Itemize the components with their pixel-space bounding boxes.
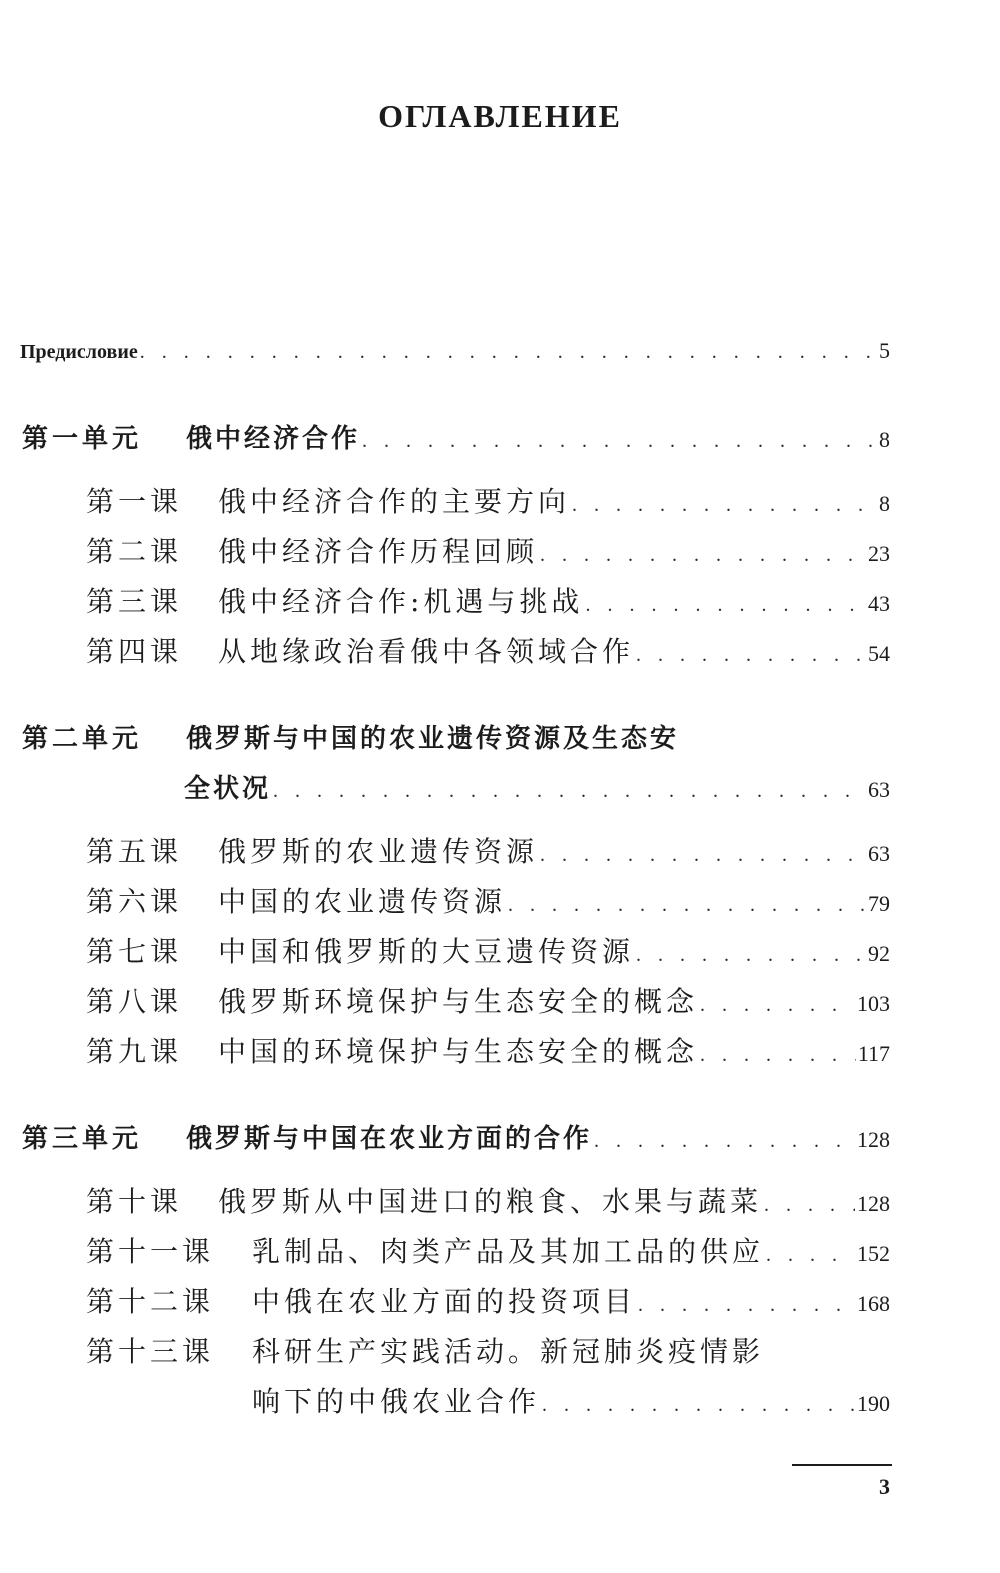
lesson-label: 第十课 xyxy=(86,1185,183,1218)
lesson-title: 俄中经济合作的主要方向 xyxy=(218,485,571,518)
leader-dots xyxy=(540,844,866,867)
toc-unit-2[interactable] xyxy=(22,718,890,755)
lesson-label: 第十二课 xyxy=(86,1285,215,1318)
lesson-label: 第七课 xyxy=(86,935,183,968)
lesson-label: 第三课 xyxy=(86,585,183,618)
page-ref: 190 xyxy=(857,1391,890,1416)
lesson-label: 第十一课 xyxy=(86,1235,215,1268)
page-ref: 128 xyxy=(857,1127,890,1152)
page-ref: 117 xyxy=(857,1041,890,1066)
lesson-title: 俄罗斯从中国进口的粮食、水果与蔬菜 xyxy=(218,1185,763,1218)
toc-lesson-1[interactable] xyxy=(86,480,890,520)
lesson-title: 俄罗斯环境保护与生态安全的概念 xyxy=(218,985,699,1018)
lesson-title: 中国的环境保护与生态安全的概念 xyxy=(218,1035,699,1068)
leader-dots xyxy=(766,1244,855,1267)
lesson-title: 中俄在农业方面的投资项目 xyxy=(252,1285,637,1318)
toc-lesson-7[interactable] xyxy=(86,930,890,970)
lesson-title: 从地缘政治看俄中各领域合作 xyxy=(218,635,635,668)
toc-lesson-11[interactable] xyxy=(86,1230,890,1270)
page-ref: 5 xyxy=(879,338,890,363)
toc-lesson-13-continued[interactable] xyxy=(252,1380,890,1420)
leader-dots xyxy=(700,1044,856,1067)
page-ref: 152 xyxy=(857,1241,890,1266)
page-ref: 23 xyxy=(868,541,890,566)
lesson-label: 第十三课 xyxy=(86,1335,215,1368)
leader-dots xyxy=(572,494,877,517)
lesson-label: 第五课 xyxy=(86,835,183,868)
page-ref: 8 xyxy=(879,491,890,516)
leader-dots xyxy=(140,341,877,364)
lesson-label: 第八课 xyxy=(86,985,183,1018)
lesson-title: 俄中经济合作:机遇与挑战 xyxy=(218,585,584,618)
page-ref: 54 xyxy=(868,641,890,666)
page-number: 3 xyxy=(879,1474,890,1499)
unit-title-continued: 全状况 xyxy=(184,774,272,804)
unit-title: 俄罗斯与中国的农业遗传资源及生态安 xyxy=(186,724,680,754)
lesson-title: 俄中经济合作历程回顾 xyxy=(218,535,539,568)
lesson-title-continued: 响下的中俄农业合作 xyxy=(252,1385,541,1418)
leader-dots xyxy=(764,1194,855,1217)
page-ref: 92 xyxy=(868,941,890,966)
lesson-label: 第九课 xyxy=(86,1035,183,1068)
toc-unit-1[interactable] xyxy=(22,418,890,455)
page-ref: 128 xyxy=(857,1191,890,1216)
toc-unit-3[interactable] xyxy=(22,1118,890,1155)
toc-lesson-4[interactable] xyxy=(86,630,890,670)
toc-lesson-13[interactable] xyxy=(86,1330,890,1370)
leader-dots xyxy=(638,1294,855,1317)
lesson-title: 俄罗斯的农业遗传资源 xyxy=(218,835,539,868)
toc-lesson-8[interactable] xyxy=(86,980,890,1020)
lesson-label: 第四课 xyxy=(86,635,183,668)
leader-dots xyxy=(636,644,866,667)
page-ref: 63 xyxy=(868,777,890,802)
toc-unit-2-continued[interactable] xyxy=(184,768,890,805)
page-ref: 63 xyxy=(868,841,890,866)
page-ref: 103 xyxy=(857,991,890,1016)
leader-dots xyxy=(273,780,866,803)
page-ref: 168 xyxy=(857,1291,890,1316)
lesson-title: 中国和俄罗斯的大豆遗传资源 xyxy=(218,935,635,968)
leader-dots xyxy=(700,994,855,1017)
footer-rule xyxy=(792,1464,892,1466)
leader-dots xyxy=(542,1394,855,1417)
toc-lesson-3[interactable] xyxy=(86,580,890,620)
page-ref: 43 xyxy=(868,591,890,616)
leader-dots xyxy=(362,430,877,453)
unit-title: 俄罗斯与中国在农业方面的合作 xyxy=(186,1124,593,1154)
toc-lesson-10[interactable] xyxy=(86,1180,890,1220)
toc-lesson-2[interactable] xyxy=(86,530,890,570)
unit-label: 第二单元 xyxy=(22,724,143,754)
page-ref: 8 xyxy=(879,427,890,452)
preface-label: Предисловие xyxy=(20,341,138,363)
unit-title: 俄中经济合作 xyxy=(186,424,361,454)
leader-dots xyxy=(585,594,866,617)
toc-lesson-6[interactable] xyxy=(86,880,890,920)
lesson-label: 第六课 xyxy=(86,885,183,918)
page-ref: 79 xyxy=(868,891,890,916)
toc-lesson-5[interactable] xyxy=(86,830,890,870)
page-title: ОГЛАВЛЕНИЕ xyxy=(378,98,622,134)
unit-label: 第一单元 xyxy=(22,424,143,454)
unit-label: 第三单元 xyxy=(22,1124,143,1154)
toc-preface[interactable] xyxy=(20,338,890,364)
leader-dots xyxy=(636,944,866,967)
lesson-title: 中国的农业遗传资源 xyxy=(218,885,507,918)
toc-lesson-9[interactable] xyxy=(86,1030,890,1070)
toc-lesson-12[interactable] xyxy=(86,1280,890,1320)
lesson-label: 第一课 xyxy=(86,485,183,518)
lesson-title: 乳制品、肉类产品及其加工品的供应 xyxy=(252,1235,765,1268)
leader-dots xyxy=(508,894,866,917)
lesson-title: 科研生产实践活动。新冠肺炎疫情影 xyxy=(252,1335,765,1368)
leader-dots xyxy=(540,544,866,567)
lesson-label: 第二课 xyxy=(86,535,183,568)
leader-dots xyxy=(594,1130,855,1153)
